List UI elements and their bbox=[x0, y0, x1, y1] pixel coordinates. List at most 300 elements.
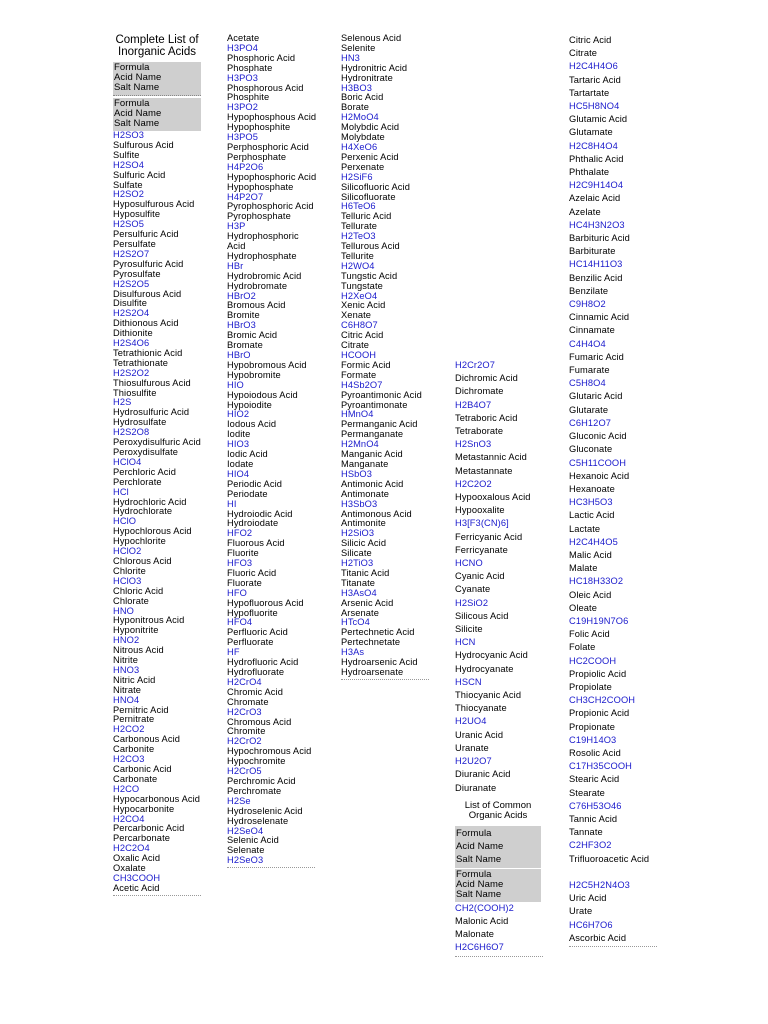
acid-name: Acetate bbox=[227, 33, 260, 43]
acid-name: Chlorous Acid bbox=[113, 555, 172, 566]
acid-name: Xenic Acid bbox=[341, 300, 386, 311]
acid-name: Perxenic Acid bbox=[341, 151, 399, 162]
formula: H2C2O4 bbox=[113, 843, 150, 854]
formula: C2HF3O2 bbox=[569, 840, 612, 851]
acid-list bbox=[227, 34, 317, 866]
column-2 bbox=[227, 34, 317, 868]
page-title: Complete List of Inorganic Acids bbox=[115, 34, 199, 58]
salt-name: Hydrocyanate bbox=[455, 663, 514, 674]
acid-name: Glutamic Acid bbox=[569, 114, 628, 125]
formula: H2S bbox=[113, 397, 132, 408]
acid-name: Ferricyanic Acid bbox=[455, 531, 523, 542]
acid-name: Fluoric Acid bbox=[227, 567, 277, 578]
acid-name: Manganic Acid bbox=[341, 449, 403, 460]
salt-name: Iodate bbox=[227, 458, 254, 469]
salt-name: Oleate bbox=[569, 602, 597, 613]
salt-name: Xenate bbox=[341, 310, 372, 321]
acid-name: Hypobromous Acid bbox=[227, 359, 307, 370]
column-4 bbox=[455, 359, 541, 957]
formula: HNO4 bbox=[113, 694, 140, 705]
acid-name: Thiosulfurous Acid bbox=[113, 377, 191, 388]
salt-name: Silicite bbox=[455, 624, 483, 635]
salt-name: Fumarate bbox=[569, 365, 610, 376]
formula: HClO2 bbox=[113, 546, 142, 557]
formula: HC4H3N2O3 bbox=[569, 219, 625, 230]
formula: C17H35COOH bbox=[569, 761, 633, 772]
salt-name: Sulfite bbox=[113, 149, 140, 160]
acid-name: Chloric Acid bbox=[113, 585, 164, 596]
salt-name: Carbonate bbox=[113, 773, 158, 784]
formula: HFO bbox=[227, 587, 247, 598]
acid-name: Gluconic Acid bbox=[569, 431, 627, 442]
salt-name: Oxalate bbox=[113, 863, 146, 874]
formula: H2C5H2N4O3 bbox=[569, 880, 630, 890]
formula: H2S2O4 bbox=[113, 308, 150, 319]
acid-name: Iodic Acid bbox=[227, 449, 268, 460]
acid-name: Propionic Acid bbox=[569, 708, 630, 719]
acid-name: Hypochromous Acid bbox=[227, 746, 312, 757]
formula: H2XeO4 bbox=[341, 290, 378, 301]
formula: H4P2O6 bbox=[227, 161, 264, 172]
salt-name: Glutarate bbox=[569, 404, 609, 415]
acid-name: Silicic Acid bbox=[341, 538, 387, 549]
legend-salt-name: Salt Name bbox=[114, 118, 160, 129]
acid-name: Uranic Acid bbox=[455, 729, 504, 740]
formula: H2CO4 bbox=[113, 813, 145, 824]
acid-name: Persulfuric Acid bbox=[113, 229, 179, 240]
acid-name: Pertechnetic Acid bbox=[341, 627, 415, 638]
acid-list bbox=[341, 34, 429, 678]
organic-acid-list bbox=[569, 34, 655, 945]
formula: HMnO4 bbox=[341, 409, 374, 420]
acid-name: Diuranic Acid bbox=[455, 769, 511, 780]
acid-name: Tetraboric Acid bbox=[455, 412, 518, 423]
salt-name: Uranate bbox=[455, 742, 489, 753]
acid-name: Hypooxalous Acid bbox=[455, 492, 531, 503]
acid-name: Malonic Acid bbox=[455, 915, 509, 926]
salt-name: Nitrate bbox=[113, 684, 142, 695]
salt-name: Glutamate bbox=[569, 127, 613, 138]
salt-name: Propionate bbox=[569, 721, 615, 732]
legend-box-3 bbox=[455, 826, 541, 868]
formula: C5H8O4 bbox=[569, 378, 606, 389]
formula: H2SO3 bbox=[113, 130, 144, 140]
acid-name: Molybdic Acid bbox=[341, 122, 400, 133]
salt-name: Benzilate bbox=[569, 285, 609, 296]
formula: H2Cr2O7 bbox=[455, 360, 495, 370]
formula: H3PO2 bbox=[227, 102, 258, 113]
acid-name: Dichromic Acid bbox=[455, 373, 518, 384]
acid-name: Citric Acid bbox=[341, 330, 384, 341]
formula: H2C9H14O4 bbox=[569, 180, 624, 191]
legend-formula: Formula bbox=[456, 827, 492, 839]
salt-name: Tannate bbox=[569, 827, 603, 838]
formula: H2S2O8 bbox=[113, 427, 150, 438]
salt-name: Hypobromite bbox=[227, 369, 281, 380]
legend-formula: Formula bbox=[114, 98, 150, 109]
salt-name: Hydrochlorate bbox=[113, 506, 173, 517]
salt-name: Permanganate bbox=[341, 429, 404, 440]
acid-name: Sulfurous Acid bbox=[113, 139, 174, 150]
formula: H4Sb2O7 bbox=[341, 379, 383, 390]
formula: H2Se bbox=[227, 795, 251, 806]
formula: H2SO2 bbox=[113, 189, 144, 200]
organic-title: List of Common Organic Acids bbox=[464, 799, 532, 822]
acid-name: Hydroiodic Acid bbox=[227, 508, 293, 519]
acid-name: Folic Acid bbox=[569, 629, 610, 640]
legend-acid-name: Acid Name bbox=[456, 840, 504, 852]
salt-name: Tungstate bbox=[341, 280, 383, 291]
acid-name: Antimonic Acid bbox=[341, 478, 404, 489]
formula: H2MnO4 bbox=[341, 439, 379, 450]
salt-name: Malonate bbox=[455, 929, 495, 940]
acid-name: Perchloric Acid bbox=[113, 466, 176, 477]
formula: HFO2 bbox=[227, 528, 253, 539]
acid-name: Bromous Acid bbox=[227, 300, 286, 311]
formula: C9H8O2 bbox=[569, 299, 606, 310]
salt-name: Hydrobromate bbox=[227, 280, 288, 291]
formula: HNO bbox=[113, 605, 134, 616]
salt-name: Thiocyanate bbox=[455, 703, 507, 714]
acid-list bbox=[113, 131, 201, 894]
acid-name: Hydrosulfuric Acid bbox=[113, 407, 190, 418]
formula: H2S4O6 bbox=[113, 338, 150, 349]
formula: H2C6H6O7 bbox=[455, 942, 504, 953]
formula: H3As bbox=[341, 647, 365, 658]
acid-name: Hyposulfurous Acid bbox=[113, 199, 195, 210]
formula: H2CO2 bbox=[113, 724, 145, 735]
acid-name: Hydrofluoric Acid bbox=[227, 657, 299, 668]
salt-name: Hypocarbonite bbox=[113, 803, 175, 814]
acid-name: Tungstic Acid bbox=[341, 270, 398, 281]
salt-name: Persulfate bbox=[113, 238, 156, 249]
organic-acid-list bbox=[455, 902, 541, 955]
formula: H2S2O2 bbox=[113, 367, 150, 378]
salt-name: Azelate bbox=[569, 206, 601, 217]
salt-name: Bromate bbox=[227, 340, 263, 351]
formula: HC18H33O2 bbox=[569, 576, 624, 587]
salt-name: Molybdate bbox=[341, 132, 385, 143]
legend-salt-name: Salt Name bbox=[456, 888, 502, 900]
salt-name: Antimonite bbox=[341, 518, 386, 529]
salt-name: Perfluorate bbox=[227, 637, 274, 648]
acid-name: Hydrocyanic Acid bbox=[455, 650, 528, 661]
acid-name: Arsenic Acid bbox=[341, 597, 394, 608]
legend-acid-name: Acid Name bbox=[114, 72, 162, 83]
formula: HC3H5O3 bbox=[569, 497, 613, 508]
salt-name: Ferricyanate bbox=[455, 544, 508, 555]
acid-name: Hexanoic Acid bbox=[569, 470, 630, 481]
formula: HI bbox=[227, 498, 237, 509]
salt-name: Perchlorate bbox=[113, 476, 162, 487]
acid-name: Hypophosphous Acid bbox=[227, 112, 317, 123]
acid-name: Silicofluoric Acid bbox=[341, 181, 410, 192]
acid-name: Perfluoric Acid bbox=[227, 627, 288, 638]
acid-name: Stearic Acid bbox=[569, 774, 620, 785]
salt-name: Tellurite bbox=[341, 250, 374, 261]
salt-name: Bromite bbox=[227, 310, 260, 321]
salt-name: Hydronitrate bbox=[341, 72, 393, 83]
salt-name: Hydroarsenate bbox=[341, 667, 404, 677]
formula: H2CO bbox=[113, 783, 140, 794]
acid-name: Oxalic Acid bbox=[113, 853, 161, 864]
divider bbox=[455, 956, 543, 957]
formula: HIO bbox=[227, 379, 244, 390]
acid-name: Hydrophosphoric Acid bbox=[227, 231, 299, 252]
salt-name: Iodite bbox=[227, 429, 251, 440]
formula: H2SeO4 bbox=[227, 825, 264, 836]
legend-formula: Formula bbox=[456, 868, 492, 880]
salt-name: Chlorate bbox=[113, 595, 149, 606]
salt-name: Hexanoate bbox=[569, 483, 615, 494]
acid-name: Dithionous Acid bbox=[113, 318, 179, 329]
salt-name: Gluconate bbox=[569, 444, 613, 455]
salt-name: Lactate bbox=[569, 523, 601, 534]
salt-name: Pyrophosphate bbox=[227, 211, 291, 222]
acid-name: Hydroarsenic Acid bbox=[341, 657, 418, 668]
salt-name: Hypophosphite bbox=[227, 122, 291, 133]
acid-name: Peroxydisulfuric Acid bbox=[113, 437, 201, 448]
salt-name: Hypofluorite bbox=[227, 607, 278, 618]
formula: HBrO bbox=[227, 350, 251, 360]
salt-name: Metastannate bbox=[455, 465, 513, 476]
salt-name: Dichromate bbox=[455, 386, 504, 397]
salt-name: Periodate bbox=[227, 488, 268, 499]
salt-name: Silicate bbox=[341, 548, 372, 559]
acid-name: Hydrobromic Acid bbox=[227, 270, 302, 281]
formula: HFO4 bbox=[227, 617, 253, 628]
acid-name: Uric Acid bbox=[569, 893, 607, 904]
formula: H2SiO3 bbox=[341, 528, 375, 539]
salt-name: Hypoiodite bbox=[227, 399, 272, 410]
formula: H3[F3(CN)6] bbox=[455, 518, 509, 529]
salt-name: Malate bbox=[569, 563, 598, 574]
formula: H4P2O7 bbox=[227, 191, 264, 202]
formula: H3AsO4 bbox=[341, 587, 377, 598]
salt-name: Selenate bbox=[227, 845, 265, 856]
formula: H2UO4 bbox=[455, 716, 487, 727]
acid-name: Phosphoric Acid bbox=[227, 52, 296, 63]
formula: H3BO3 bbox=[341, 82, 372, 93]
salt-name: Antimonate bbox=[341, 488, 390, 499]
acid-name: Cinnamic Acid bbox=[569, 312, 630, 323]
salt-name: Selenite bbox=[341, 42, 376, 53]
formula: H3PO3 bbox=[227, 72, 258, 83]
acid-name: Disulfurous Acid bbox=[113, 288, 182, 299]
acid-name: Antimonous Acid bbox=[341, 508, 412, 519]
acid-name: Hydronitric Acid bbox=[341, 62, 408, 73]
formula: HCNO bbox=[455, 558, 483, 569]
salt-name: Tartartate bbox=[569, 87, 610, 98]
acid-name: Bromic Acid bbox=[227, 330, 278, 341]
acid-name: Tellurous Acid bbox=[341, 241, 400, 252]
formula: HC5H8NO4 bbox=[569, 101, 620, 112]
salt-name: Formate bbox=[341, 369, 377, 380]
acid-name: Fluorous Acid bbox=[227, 538, 285, 549]
salt-name: Tellurate bbox=[341, 221, 378, 232]
salt-name: Hypophosphate bbox=[227, 181, 294, 192]
formula: HC2COOH bbox=[569, 655, 617, 666]
acid-name: Fumaric Acid bbox=[569, 351, 624, 362]
salt-name: Phosphate bbox=[227, 62, 273, 73]
acid-name: Hypochlorous Acid bbox=[113, 526, 192, 537]
acid-list bbox=[455, 359, 541, 795]
acid-name: Titanic Acid bbox=[341, 567, 390, 578]
salt-name: Citrate bbox=[569, 48, 598, 59]
formula: H4XeO6 bbox=[341, 141, 378, 152]
acid-name: Propiolic Acid bbox=[569, 668, 627, 679]
legend-acid-name: Acid Name bbox=[456, 878, 504, 890]
formula: HClO3 bbox=[113, 575, 142, 586]
salt-name: Peroxydisulfate bbox=[113, 447, 179, 457]
salt-name: Chlorite bbox=[113, 565, 146, 576]
acid-name: Hydrochloric Acid bbox=[113, 496, 187, 507]
acid-name: Thiocyanic Acid bbox=[455, 690, 522, 701]
salt-name: Fluorate bbox=[227, 577, 262, 588]
formula: HNO2 bbox=[113, 635, 140, 646]
salt-name: Hyposulfite bbox=[113, 209, 161, 220]
acid-name: Chromous Acid bbox=[227, 716, 292, 727]
salt-name: Hydroselenate bbox=[227, 815, 289, 826]
acid-name: Hypocarbonous Acid bbox=[113, 793, 201, 804]
salt-name: Dithionite bbox=[113, 328, 153, 339]
acid-name: Permanganic Acid bbox=[341, 419, 418, 430]
formula: C19H14O3 bbox=[569, 734, 617, 745]
acid-name: Hydroselenic Acid bbox=[227, 805, 303, 816]
acid-name: Benzilic Acid bbox=[569, 272, 623, 283]
formula: HIO3 bbox=[227, 439, 250, 450]
acid-name: Carbonous Acid bbox=[113, 734, 181, 745]
salt-name: Tetrathionate bbox=[113, 357, 169, 368]
acid-name: Glutaric Acid bbox=[569, 391, 623, 402]
salt-name: Manganate bbox=[341, 458, 389, 469]
formula: H3PO4 bbox=[227, 42, 258, 53]
salt-name: Hydrosulfate bbox=[113, 417, 167, 428]
acid-name: Boric Acid bbox=[341, 92, 384, 103]
acid-name: Azelaic Acid bbox=[569, 193, 621, 204]
salt-name: Folate bbox=[569, 642, 596, 653]
formula: H3SbO3 bbox=[341, 498, 378, 509]
salt-name: Diuranate bbox=[455, 782, 497, 793]
formula: H2TeO3 bbox=[341, 231, 376, 242]
salt-name: Hydroiodate bbox=[227, 518, 279, 529]
acid-name: Phosphorous Acid bbox=[227, 82, 304, 93]
acid-name: Selenous Acid bbox=[341, 33, 402, 43]
acid-name: Trifluoroacetic Acid bbox=[569, 853, 650, 864]
salt-name: Borate bbox=[341, 102, 369, 113]
divider bbox=[569, 946, 657, 947]
formula: H2SO4 bbox=[113, 159, 144, 170]
salt-name: Pyrosulfate bbox=[113, 268, 161, 279]
formula: C5H11COOH bbox=[569, 457, 627, 468]
formula: H2MoO4 bbox=[341, 112, 379, 123]
salt-name: Phosphite bbox=[227, 92, 270, 103]
salt-name: Carbonite bbox=[113, 744, 155, 755]
salt-name: Hypochlorite bbox=[113, 536, 166, 547]
acid-name: Ascorbic Acid bbox=[569, 932, 627, 943]
salt-name: Hydrophosphate bbox=[227, 250, 297, 261]
formula: CH3CH2COOH bbox=[569, 695, 636, 706]
formula: CH3COOH bbox=[113, 872, 161, 883]
salt-name: Hydrofluorate bbox=[227, 667, 285, 677]
legend-salt-name: Salt Name bbox=[114, 82, 160, 93]
acid-name: Iodous Acid bbox=[227, 419, 277, 430]
formula: HClO4 bbox=[113, 456, 142, 467]
formula: C76H53O46 bbox=[569, 800, 622, 811]
acid-name: Hypofluorous Acid bbox=[227, 597, 304, 608]
acid-name: Telluric Acid bbox=[341, 211, 392, 222]
spacer bbox=[569, 866, 655, 879]
salt-name: Hypooxalite bbox=[455, 505, 505, 516]
formula: HF bbox=[227, 647, 240, 658]
salt-name: Chromite bbox=[227, 726, 266, 737]
acid-name: Hypoiodous Acid bbox=[227, 389, 298, 400]
formula: HC6H7O6 bbox=[569, 919, 613, 930]
salt-name: Phthalate bbox=[569, 167, 610, 178]
salt-name: Silicofluorate bbox=[341, 191, 396, 202]
acid-name: Carbonic Acid bbox=[113, 764, 172, 774]
formula: HCOOH bbox=[341, 350, 377, 360]
salt-name: Pyroantimonate bbox=[341, 399, 408, 410]
formula: HC14H11O3 bbox=[569, 259, 623, 270]
formula: H2CrO4 bbox=[227, 676, 262, 687]
formula: HClO bbox=[113, 516, 137, 527]
formula: H3PO5 bbox=[227, 132, 258, 143]
formula: C19H19N7O6 bbox=[569, 615, 629, 626]
salt-name: Pertechnetate bbox=[341, 637, 401, 648]
acid-name: Acetic Acid bbox=[113, 882, 160, 893]
salt-name: Hyponitrite bbox=[113, 625, 159, 636]
formula: HIO4 bbox=[227, 468, 250, 479]
acid-name: Malic Acid bbox=[569, 549, 612, 560]
formula: HN3 bbox=[341, 52, 360, 63]
acid-name: Periodic Acid bbox=[227, 478, 283, 489]
acid-name: Tannic Acid bbox=[569, 813, 618, 824]
salt-name: Nitrite bbox=[113, 655, 138, 666]
formula: H3P bbox=[227, 221, 246, 232]
formula: H2SeO3 bbox=[227, 855, 264, 866]
formula: H2TiO3 bbox=[341, 558, 374, 569]
legend-acid-name: Acid Name bbox=[114, 108, 162, 119]
legend-box-2 bbox=[113, 98, 201, 131]
acid-name: Perphosphoric Acid bbox=[227, 141, 309, 152]
formula: HSCN bbox=[455, 676, 482, 687]
formula: H2CrO3 bbox=[227, 706, 262, 717]
legend-box bbox=[113, 62, 201, 96]
formula: H2B4O7 bbox=[455, 399, 492, 410]
salt-name: Barbiturate bbox=[569, 246, 616, 257]
formula: H2WO4 bbox=[341, 260, 375, 271]
salt-name: Urate bbox=[569, 906, 593, 917]
acid-name: Tartaric Acid bbox=[569, 74, 621, 85]
salt-name: Disulfite bbox=[113, 298, 147, 309]
salt-name: Arsenate bbox=[341, 607, 380, 618]
salt-name: Citrate bbox=[341, 340, 370, 351]
acid-name: Formic Acid bbox=[341, 359, 391, 370]
formula: HIO2 bbox=[227, 409, 250, 420]
acid-name: Pernitric Acid bbox=[113, 704, 169, 715]
acid-name: Percarbonic Acid bbox=[113, 823, 185, 834]
salt-name: Propiolate bbox=[569, 681, 612, 692]
formula: C4H4O4 bbox=[569, 338, 606, 349]
acid-name: Pyrophosphoric Acid bbox=[227, 201, 314, 212]
acid-name: Silicous Acid bbox=[455, 610, 509, 621]
acid-name: Nitric Acid bbox=[113, 674, 156, 685]
formula: H2SiO2 bbox=[455, 597, 489, 608]
formula: H6TeO6 bbox=[341, 201, 376, 212]
acid-name: Lactic Acid bbox=[569, 510, 615, 521]
acid-name: Rosolic Acid bbox=[569, 747, 621, 758]
